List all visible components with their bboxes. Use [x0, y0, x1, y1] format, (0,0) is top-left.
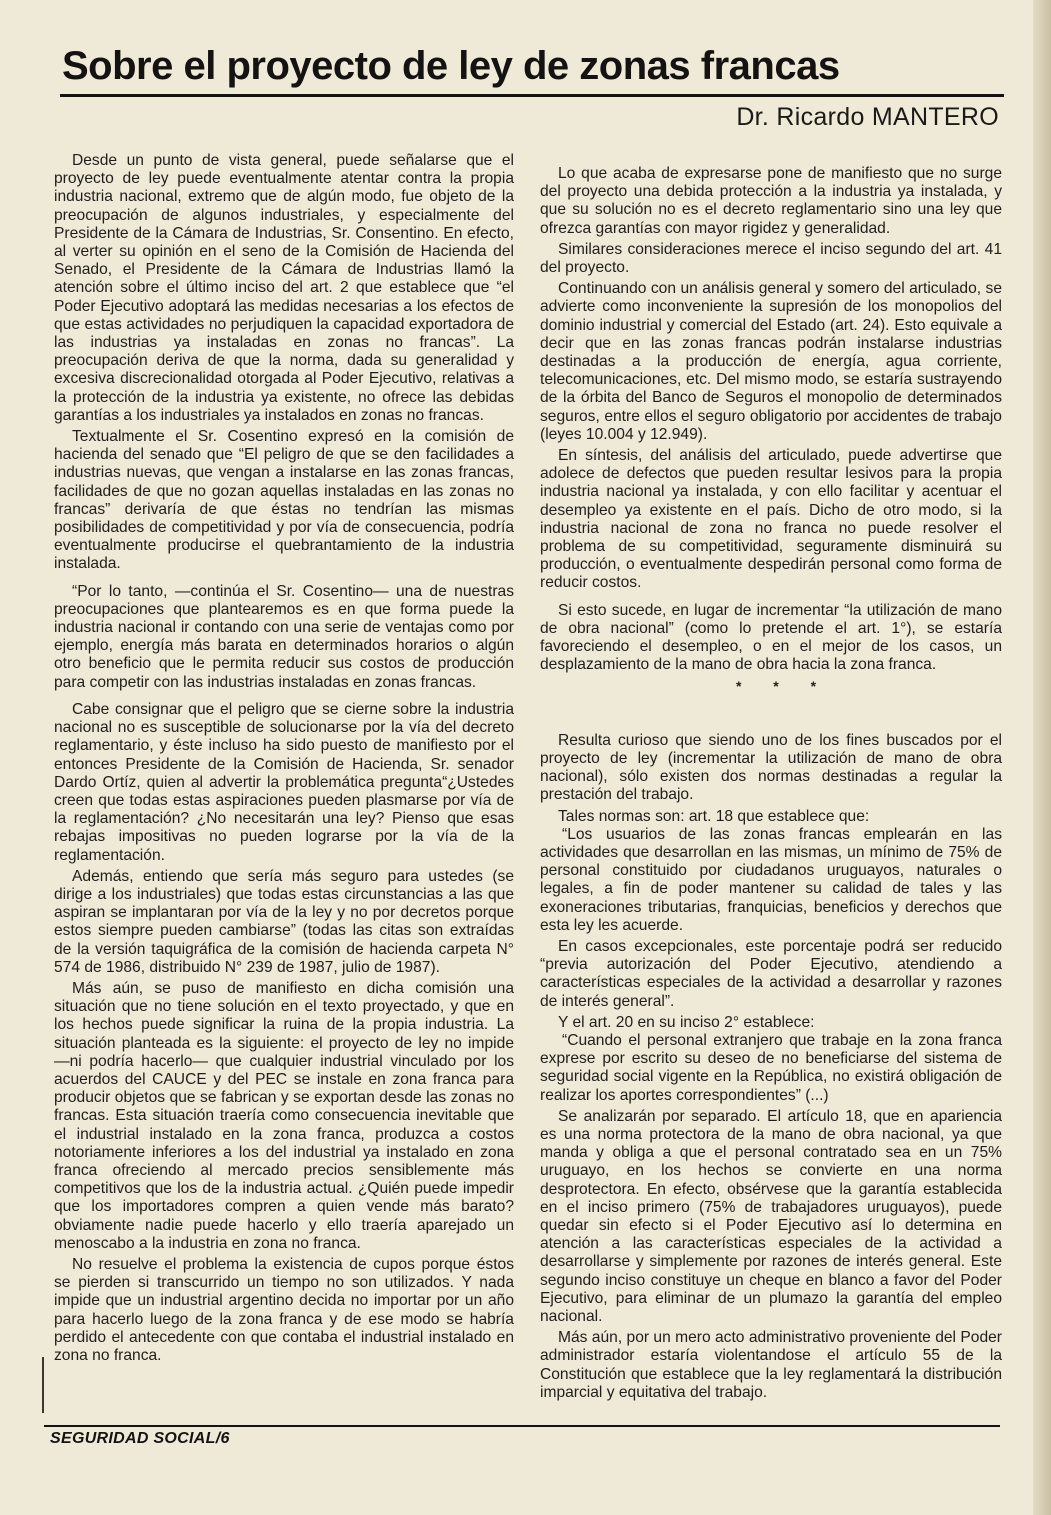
paragraph: Continuando con un análisis general y somero del articulado, se advierte como inconveniente la supresión de los monopolios del dominio industrial y comercial del Estado (art. 24). Esto equivale a decir que en las zonas francas podrán instalarse industrias destinadas a la producción de energía, agua corriente, telecomunicaciones, etc. Del mismo modo, se estaría sustrayendo de la órbita del Banco de Seguros el monopolio de determinados seguros, entre ellos el seguro obligatorio por accidentes de trabajo (leyes 10.004 y 12.949).	[540, 280, 1002, 443]
paragraph: Más aún, se puso de manifiesto en dicha comisión una situación que no tiene solución en el texto proyectado, y que en los hechos puede significar la ruina de la propia industria. La situación planteada es la siguiente: el proyecto de ley no impide —ni podría hacerlo— que cualquier industrial vinculado por los acuerdos del CAUCE y del PEC se instale en zona franca para producir objetos que se fabrican y se exportan desde las zonas no francas. Esta situación traería como consecuencia inevitable que el industrial instalado en la zona franca, produzca a costos notoriamente inferiores a los del industrial ya instalado en zona franca ofreciendo al mercado precios sensiblemente más competitivos que los de la industria actual. ¿Quién puede impedir que los importadores compren a quien vende más barato? obviamente nadie puede hacerlo y ello traería aparejado un menoscabo a la industria en zona no franca.	[54, 979, 514, 1252]
paragraph: No resuelve el problema la existencia de cupos porque éstos se pierden si transcurrido un tiempo no son utilizados. Y nada impide que un industrial argentino decida no importar por un año para hacerlo luego de la zona franca y de ese modo se habría perdido el antecedente con que contaba el industrial instalado en zona no franca.	[54, 1255, 514, 1364]
paragraph: En casos excepcionales, este porcentaje podrá ser reducido “previa autorización del Poder Ejecutivo, atendiendo a características especiales de la actividad a desarrollar y razones de interés general”.	[540, 937, 1002, 1010]
paragraph: Resulta curioso que siendo uno de los fines buscados por el proyecto de ley (incrementar la utilización de mano de obra nacional), sólo existen dos normas destinadas a regular la prestación del trabajo.	[540, 731, 1002, 804]
left-column	[54, 152, 514, 1368]
paragraph: Además, entiendo que sería más seguro para ustedes (se dirige a los industriales) que todas estas circunstancias a las que aspiran se implantaran por vía de la ley y no por decretos porque estos siempre pueden cambiarse” (todas las citas son extraídas de la versión taquigráfica de la comisión de hacienda carpeta N° 574 de 1986, distribuido N° 239 de 1987, julio de 1987).	[54, 867, 514, 976]
paragraph: Tales normas son: art. 18 que establece que:	[558, 807, 870, 825]
paragraph: Si esto sucede, en lugar de incrementar “la utilización de mano de obra nacional” (como lo pretende el art. 1°), se estaría favoreciendo el desempleo, o en el mejor de los casos, un desplazamiento de la mano de obra hacia la zona franca.	[540, 601, 1002, 674]
paragraph: Y el art. 20 en su inciso 2° establece:	[558, 1013, 815, 1031]
paragraph: Desde un punto de vista general, puede señalarse que el proyecto de ley puede eventualmente atentar contra la propia industria nacional, extremo que de algún modo, fue objeto de la preocupación de algunos industriales, y especialmente del Presidente de la Cámara de Industrias, Sr. Consentino. En efecto, al verter su opinión en el seno de la Comisión de Hacienda del Senado, el Presidente de la Cámara de Industrias llamó la atención sobre el último inciso del art. 2 que establece que “el Poder Ejecutivo adoptará las medidas necesarias a los efectos de que estas actividades no perjudiquen la capacidad exportadora de las industrias ya instaladas en zonas no francas”. La preocupación deriva de que la norma, dada su generalidad y excesiva discrecionalidad otorgada al Poder Ejecutivo, relativas a la protección de la industria ya existente, no ofrece las debidas garantías a los industriales ya instalados en zonas no francas.	[54, 152, 514, 424]
article-author: Dr. Ricardo MANTERO	[736, 103, 999, 131]
title-divider	[60, 94, 1004, 97]
section-separator: * * *	[735, 678, 831, 695]
page-footer: SEGURIDAD SOCIAL/6	[50, 1430, 230, 1447]
paragraph: Lo que acaba de expresarse pone de manifiesto que no surge del proyecto una debida protección a la industria ya instalada, y que su solución no es el decreto reglamentario sino una ley que ofrezca garantías con mayor rigidez y generalidad.	[540, 165, 1002, 237]
paragraph: Cabe consignar que el peligro que se cierne sobre la industria nacional no es susceptible de solucionarse por la vía del decreto reglamentario, y éste incluso ha sido puesto de manifiesto por el entonces Presidente de la Comisión de Hacienda, Sr. senador Dardo Ortíz, quien al advertir la problemática pregunta“¿Ustedes creen que todas estas aspiraciones pueden plasmarse por vía de la reglamentación? ¿No necesitarán una ley? Pienso que esas rebajas impositivas no pueden lograrse por la vía de la reglamentación.	[54, 700, 514, 864]
margin-mark	[42, 1357, 44, 1413]
paragraph: Textualmente el Sr. Cosentino expresó en la comisión de hacienda del senado que “El peligro de que se den facilidades a industrias nuevas, que vengan a instalarse en las zonas francas, facilidades de que no gozan aquellas instaladas en las zonas no francas” derivaría de que éstas no tendrían las mismas posibilidades de competitividad y por vía de consecuencia, podría eventualmente producirse el quebrantamiento de la industria instalada.	[54, 428, 514, 573]
paragraph: “Por lo tanto, —continúa el Sr. Cosentino— una de nuestras preocupaciones que plantearemos es en que forma puede la industria nacional ir contando con una serie de ventajas como por ejemplo, energía más barata en determinados horarios o algún otro beneficio que le permita reducir sus costos de producción para competir con las industrias instaladas en zonas francas.	[54, 582, 514, 691]
paragraph: Similares consideraciones merece el inciso segundo del art. 41 del proyecto.	[540, 240, 1002, 277]
right-column	[540, 165, 1002, 1405]
footer-divider	[44, 1425, 1000, 1427]
paragraph: Más aún, por un mero acto administrativo proveniente del Poder administrador estaría violentandose el artículo 55 de la Constitución que establece que la ley reglamentará la distribución imparcial y equitativa del trabajo.	[540, 1329, 1002, 1401]
quoted-paragraph: “Los usuarios de las zonas francas emplearán en las actividades que desarrollan en las mismas, un mínimo de 75% de personal constituido por ciudadanos uruguayos, naturales o legales, a fin de poder mantener su calidad de tales y las exoneraciones tributarias, franquicias, beneficios y derechos que esta ley les acuerde.	[540, 825, 1002, 934]
quoted-paragraph: “Cuando el personal extranjero que trabaje en la zona franca exprese por escrito su deseo de no beneficiarse del sistema de seguridad social vigente en la República, no existirá obligación de realizar los aportes correspondientes” (...)	[540, 1031, 1002, 1104]
paragraph: En síntesis, del análisis del articulado, puede advertirse que adolece de defectos que pueden resultar lesivos para la propia industria nacional ya instalada, y con ello facilitar y acentuar el desempleo ya existente en el país. Dicho de otro modo, si la industria nacional de zona no franca no puede resolver el problema de su competitividad, seguramente disminuirá su producción, o eventualmente despedirán personal como forma de reducir costos.	[540, 447, 1002, 592]
page-edge-shadow	[1033, 0, 1051, 1515]
article-title: Sobre el proyecto de ley de zonas francas	[62, 44, 840, 88]
paragraph: Se analizarán por separado. El artículo 18, que en apariencia es una norma protectora de la mano de obra nacional, ya que manda y obliga a que el personal contratado sea en un 75% uruguayo, en los hechos se convierte en una norma desprotectora. En efecto, obsérvese que la garantía establecida en el inciso primero (75% de trabajadores uruguayos), puede quedar sin efecto si el Poder Ejecutivo así lo determina en atención a las características especiales de la actividad a desarrollarse y simplemente por razones de interés general. Este segundo inciso constituye un cheque en blanco a favor del Poder Ejecutivo, para eliminar de un plumazo la garantía del empleo nacional.	[540, 1107, 1002, 1325]
